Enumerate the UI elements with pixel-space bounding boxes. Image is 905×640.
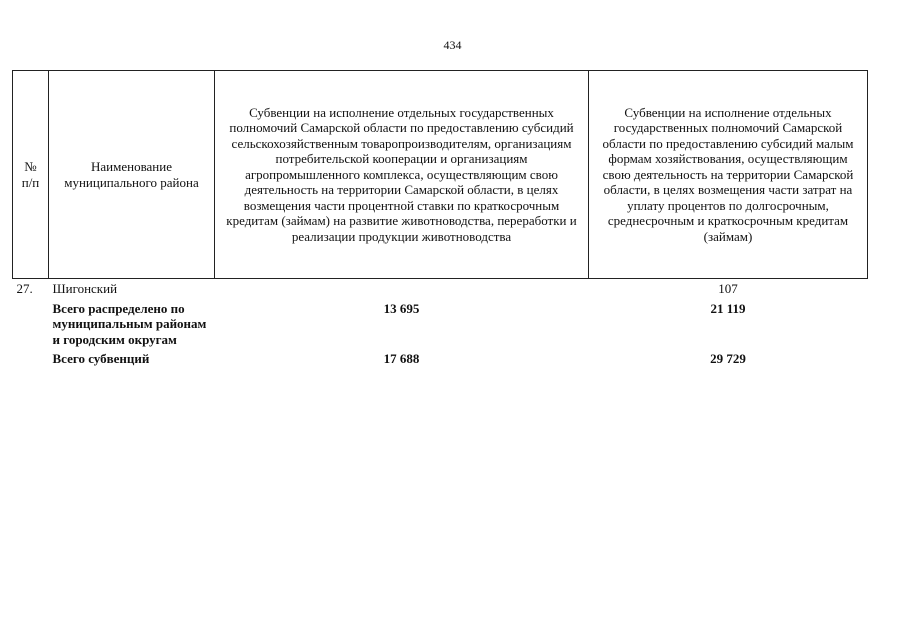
total-subventions-subvention-1: 17 688	[383, 351, 420, 366]
row-number: 27.	[16, 281, 33, 296]
total-subventions-row	[13, 349, 868, 369]
table-header-row	[13, 71, 868, 279]
row-subvention-2: 107	[718, 281, 738, 296]
total-distributed-subvention-1: 13 695	[383, 300, 420, 316]
total-subventions-label: Всего субвенций	[52, 351, 150, 366]
header-subvention-1: Субвенции на исполнение отдельных государственных полномочий Самарской области по предоставлению субсидий сельскохозяйственным товаропроизводителям, организациям потребительской кооперации и организациям агропромышленного комплекса, осуществляющим свою деятельность на территории Самарской области, в целях возмещения части процентной ставки по краткосрочным кредитам (займам) на развитие животноводства, переработки и реализации продукции животноводства	[215, 71, 589, 279]
header-number: № п/п	[13, 71, 49, 279]
header-district-name: Наименование муниципального района	[49, 71, 215, 279]
row-subvention-1	[215, 279, 589, 299]
page-number: 434	[443, 38, 462, 52]
header-subvention-2: Субвенции на исполнение отдельных государственных полномочий Самарской области по предоставлению субсидий малым формам хозяйствования, осуществляющим свою деятельность на территории Самарской области, в целях возмещения части затрат на уплату процентов по долгосрочным, среднесрочным и краткосрочным кредитам (займам)	[589, 71, 868, 279]
total-subventions-subvention-2: 29 729	[710, 351, 746, 366]
total-distributed-label: Всего распределено по муниципальным районам и городским округам	[52, 300, 207, 347]
total-distributed-row	[13, 299, 868, 350]
subventions-table	[12, 70, 868, 369]
total-distributed-subvention-2: 21 119	[710, 300, 746, 316]
table-row	[13, 279, 868, 299]
row-district-name: Шигонский	[52, 281, 118, 296]
